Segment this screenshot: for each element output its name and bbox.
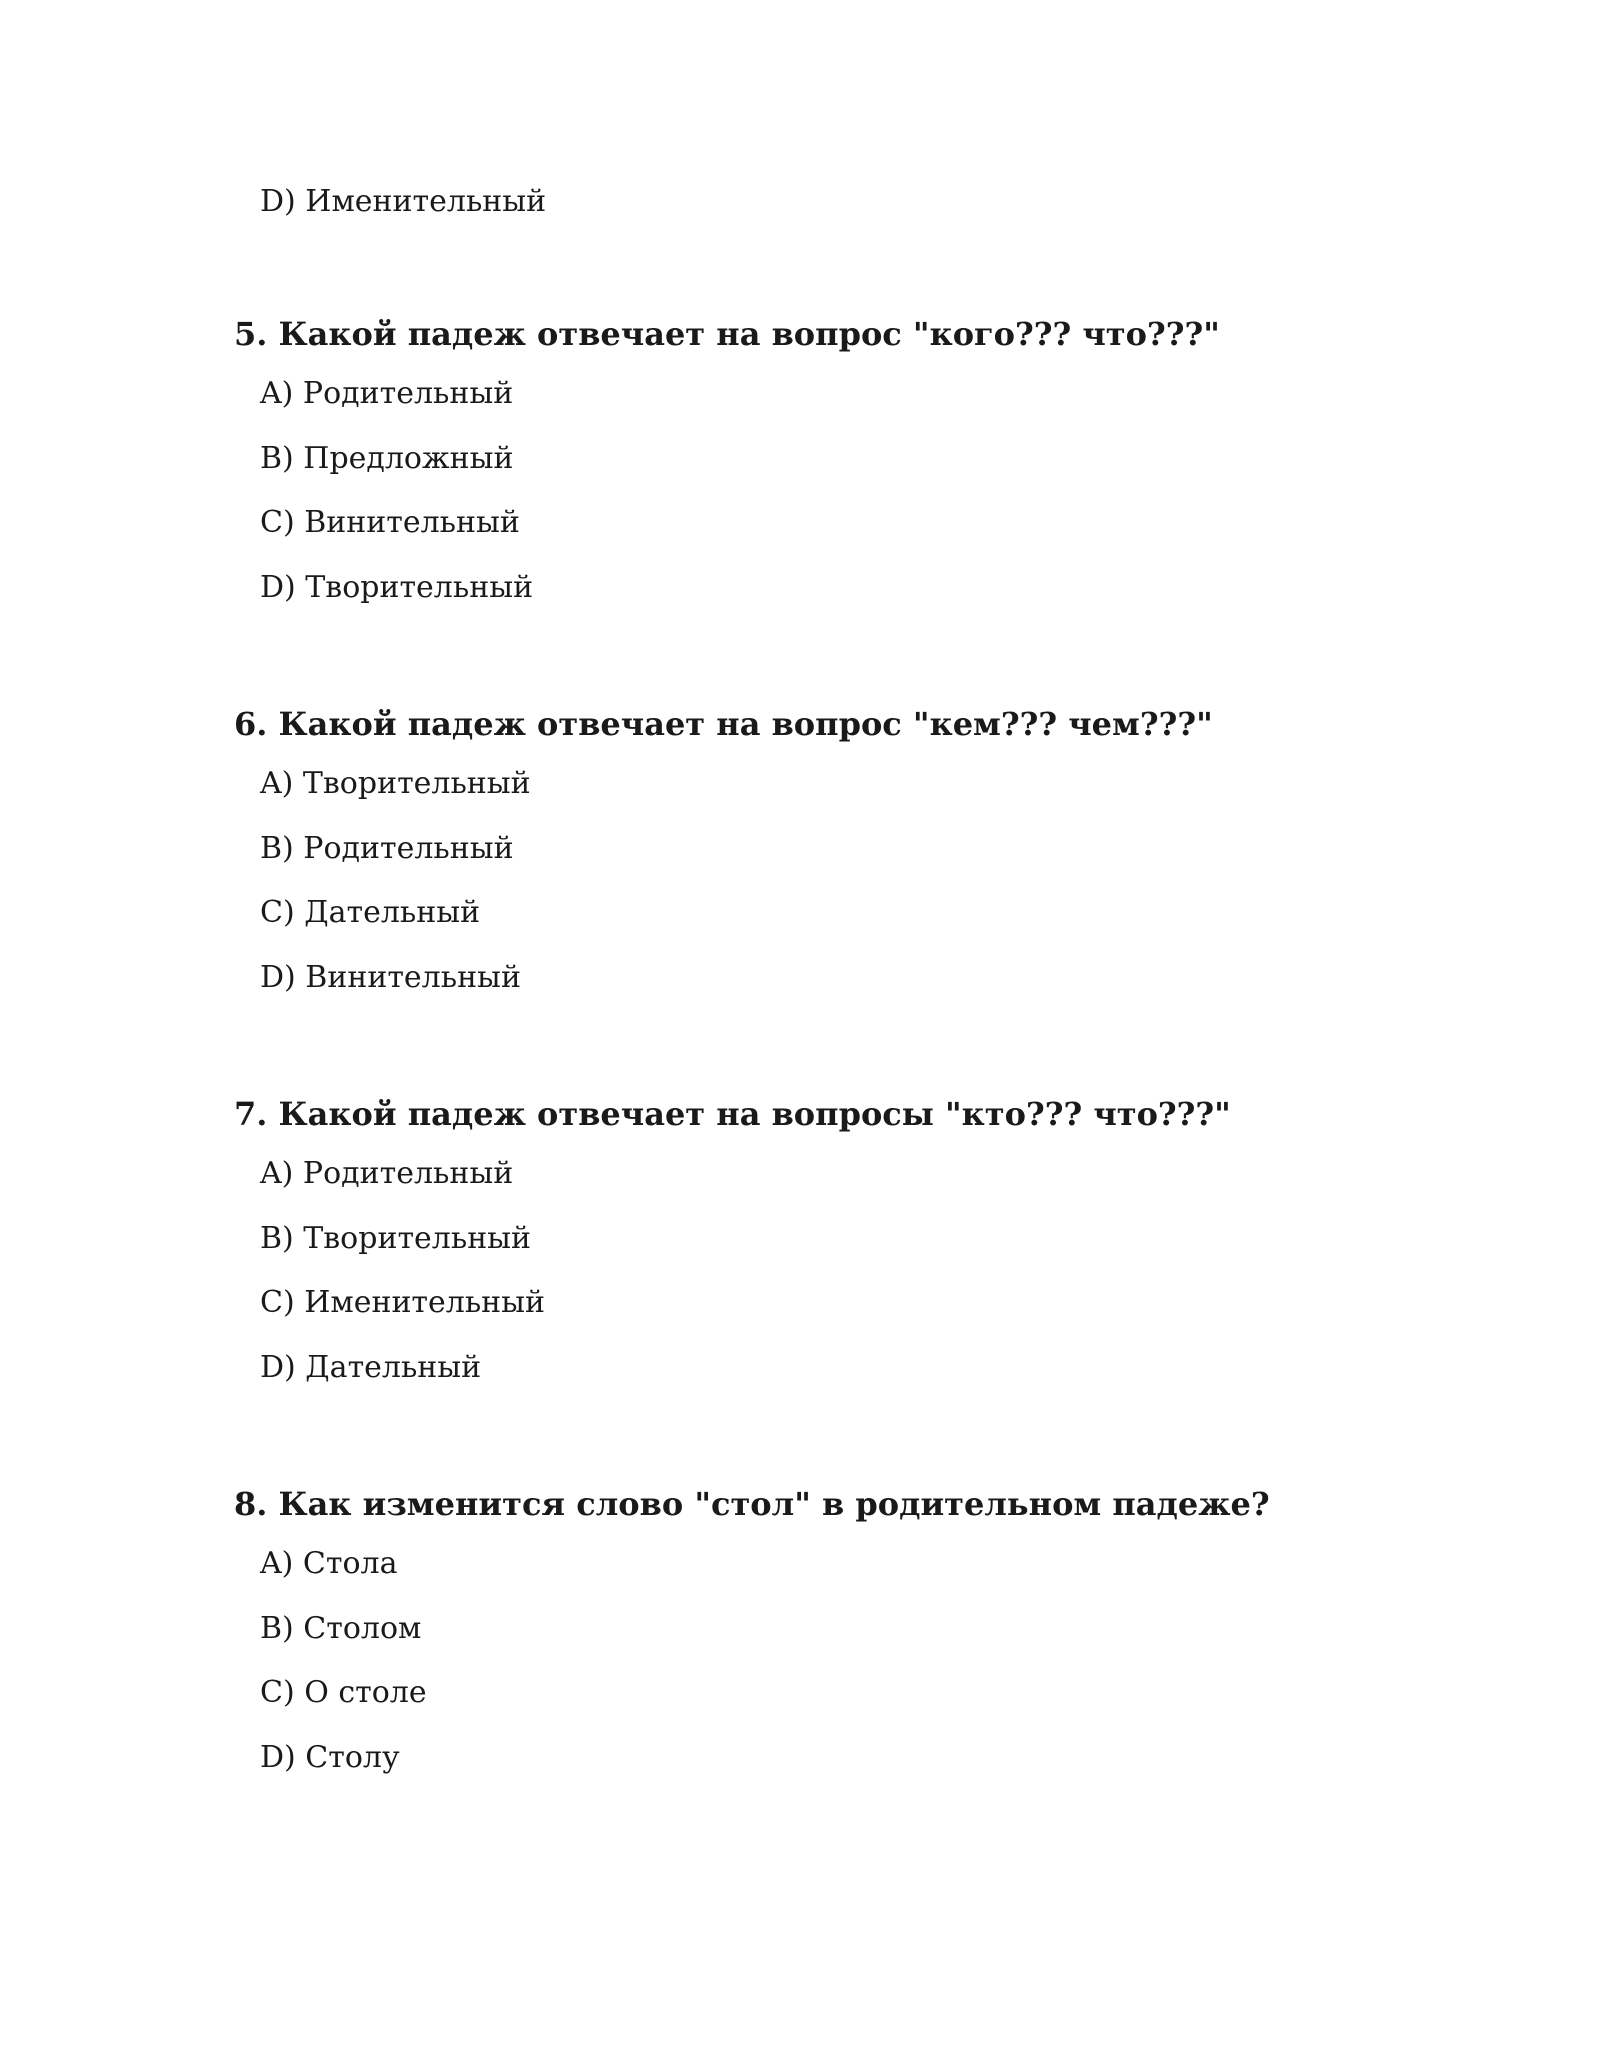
question-block [234, 1092, 1434, 1412]
answer-option: D) Дательный [260, 1349, 482, 1385]
question-title: 6. Какой падеж отвечает на вопрос "кем??? чем???" [234, 705, 1213, 743]
answer-option: A) Творительный [260, 766, 531, 801]
answer-option: A) Родительный [260, 376, 514, 411]
answer-option: B) Творительный [260, 1220, 532, 1256]
answer-option: B) Родительный [260, 830, 514, 866]
answer-option: A) Родительный [260, 1156, 514, 1191]
answer-option: D) Столу [260, 1739, 400, 1775]
question-title: 7. Какой падеж отвечает на вопросы "кто??? что???" [234, 1095, 1231, 1133]
answer-option: B) Предложный [260, 440, 514, 476]
question-block [234, 1482, 1434, 1802]
answer-option: D) Творительный [260, 569, 534, 605]
answer-option: C) О столе [260, 1675, 427, 1710]
answer-option: C) Дательный [260, 895, 481, 930]
answer-option: B) Столом [260, 1610, 422, 1646]
answer-option: D) Винительный [260, 959, 521, 995]
question-block [234, 312, 1434, 632]
answer-option: C) Именительный [260, 1285, 546, 1320]
question-title: 5. Какой падеж отвечает на вопрос "кого??? что???" [234, 315, 1220, 353]
answer-option: D) Именительный [260, 184, 547, 219]
answer-option: A) Стола [260, 1546, 398, 1581]
question-block [234, 702, 1434, 1022]
answer-option: C) Винительный [260, 505, 520, 540]
question-title: 8. Как изменится слово "стол" в родительном падеже? [234, 1485, 1270, 1523]
